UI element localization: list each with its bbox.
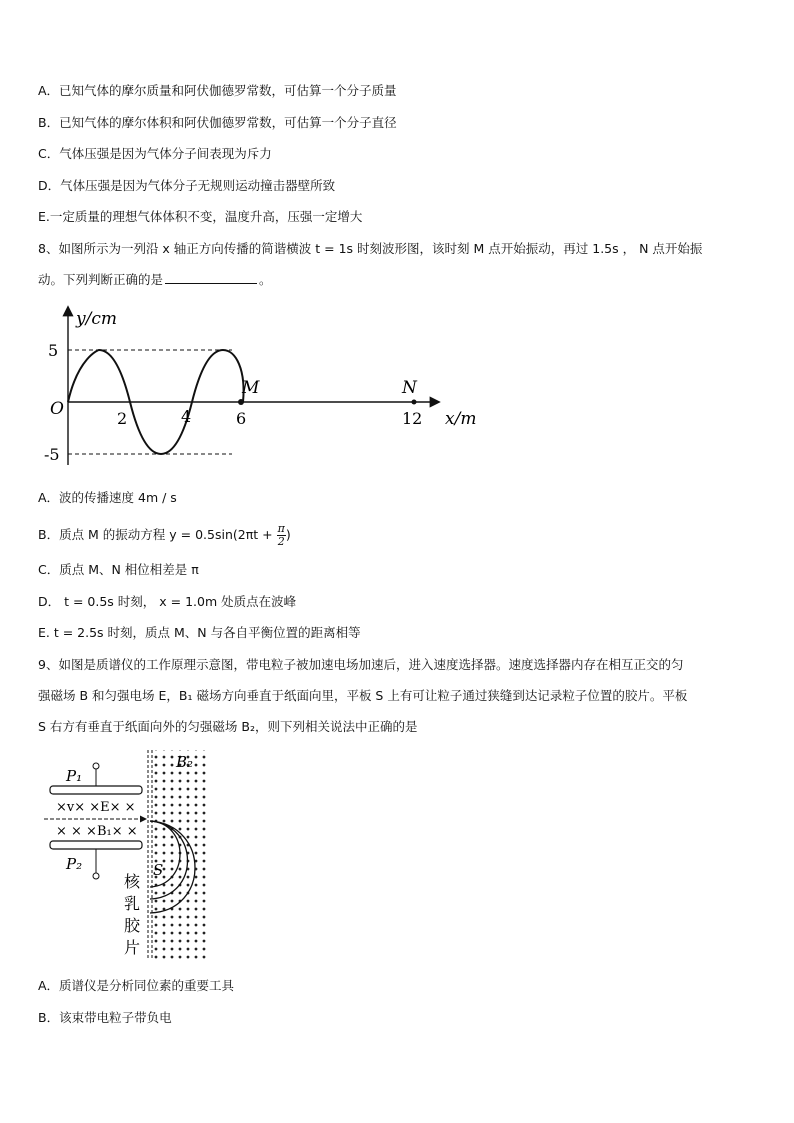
mass-spectrometer-diagram <box>40 745 220 965</box>
q7-option-d: D．气体压强是因为气体分子无规则运动撞击器壁所致 <box>38 178 336 193</box>
plate-p1 <box>50 786 142 794</box>
q9-option-a: A．质谱仪是分析同位素的重要工具 <box>38 978 235 993</box>
q8-option-b <box>38 522 291 548</box>
x-axis-label: x/m <box>445 409 477 429</box>
q7-option-a: A．已知气体的摩尔质量和阿伏伽德罗常数，可估算一个分子质量 <box>38 83 397 98</box>
q7-option-b: B．已知气体的摩尔体积和阿伏伽德罗常数，可估算一个分子直径 <box>38 115 397 130</box>
point-n-marker <box>412 400 417 405</box>
x-tick-4: 4 <box>181 407 192 426</box>
film-char-2: 乳 <box>124 894 141 913</box>
film-char-4: 片 <box>124 938 141 957</box>
origin-label: O <box>50 399 64 419</box>
point-m-marker <box>238 399 244 405</box>
label-p2: P₂ <box>66 855 83 873</box>
q9-stem-line2: 强磁场 B 和匀强电场 E，B₁ 磁场方向垂直于纸面向里，平板 S 上有可让粒子通过狭缝到达记录粒子位置的胶片。平板 <box>38 688 688 703</box>
q9-stem-line1: 9、如图是质谱仪的工作原理示意图，带电粒子被加速电场加速后，进入速度选择器。速度选择器内存在相互正交的匀 <box>38 657 684 672</box>
fraction-denominator: 2 <box>277 535 285 548</box>
answer-blank <box>165 271 257 284</box>
field-row-2: × × ×B₁× × <box>56 824 138 839</box>
b2-field-region <box>152 750 210 960</box>
q8-option-e: E. t = 2.5s 时刻，质点 M、N 与各自平衡位置的距离相等 <box>38 625 361 640</box>
label-p1: P₁ <box>66 767 83 785</box>
q8-option-b-text: B．质点 M 的振动方程 y = 0.5sin(2πt + <box>38 527 273 542</box>
pi-over-2-fraction <box>277 523 286 548</box>
q8-option-c: C．质点 M、N 相位相差是 π <box>38 562 199 577</box>
label-b2: B₂ <box>176 753 194 771</box>
q8-stem-line1: 8、如图所示为一列沿 x 轴正方向传播的简谐横波 t = 1s 时刻波形图，该时刻 M 点开始振动，再过 1.5s ， N 点开始振 <box>38 241 703 256</box>
x-tick-2: 2 <box>117 409 128 428</box>
q8-option-d: D． t = 0.5s 时刻， x = 1.0m 处质点在波峰 <box>38 594 297 609</box>
point-m-label: M <box>242 378 260 398</box>
q8-stem-text: 动。下列判断正确的是 <box>38 272 164 287</box>
fraction-numerator: π <box>277 522 285 535</box>
y-tick-5: 5 <box>48 341 59 360</box>
q8-option-b-close: ) <box>285 527 291 542</box>
q7-option-c: C．气体压强是因为气体分子间表现为斥力 <box>38 146 272 161</box>
point-n-label: N <box>402 378 417 398</box>
x-tick-12: 12 <box>402 409 423 428</box>
field-row-1: ×v× ×E× × <box>56 800 136 815</box>
q9-option-b: B．该束带电粒子带负电 <box>38 1010 172 1025</box>
y-axis-label: y/cm <box>76 309 117 329</box>
y-tick-neg5: -5 <box>44 445 60 464</box>
p2-terminal <box>93 873 99 879</box>
wave-graph <box>40 300 490 472</box>
x-tick-6: 6 <box>236 409 247 428</box>
film-char-3: 胶 <box>124 916 141 935</box>
film-char-1: 核 <box>124 872 141 891</box>
plate-p2 <box>50 841 142 849</box>
q8-option-a: A．波的传播速度 4m / s <box>38 490 177 505</box>
p1-terminal <box>93 763 99 769</box>
q8-stem-line2 <box>38 271 272 289</box>
q7-option-e: E.一定质量的理想气体体积不变，温度升高，压强一定增大 <box>38 209 363 224</box>
q8-stem-end: 。 <box>259 272 272 287</box>
q9-stem-line3: S 右方有垂直于纸面向外的匀强磁场 B₂，则下列相关说法中正确的是 <box>38 719 418 734</box>
label-s: S <box>153 861 164 879</box>
